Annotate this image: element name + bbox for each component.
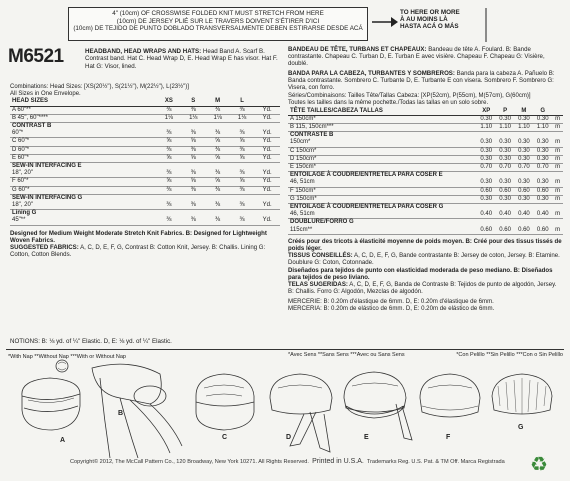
table-cell: ⅜ [230, 217, 254, 225]
table-section-row [288, 219, 563, 227]
illustration-a [22, 360, 80, 430]
table-cell: ⅜ [181, 186, 205, 194]
telas-sugeridas [288, 281, 563, 295]
table-cell: 0.30 [477, 115, 496, 123]
table-cell: 0.60 [515, 187, 534, 195]
table-cell [515, 204, 534, 212]
table-cell: m [552, 227, 563, 235]
headline-french [288, 46, 563, 68]
mercerie: MERCERIE: B: 0.20m d'élastique de 6mm. D, E: 0.20m d'élastique de 6mm. [288, 297, 494, 305]
table-cell: ⅜ [230, 170, 254, 178]
table-cell: 0.40 [515, 211, 534, 219]
table-cell [477, 204, 496, 212]
table-cell: F 150cm* [288, 187, 477, 195]
table-cell: CONTRAST B [12, 123, 52, 130]
table-cell: ENTOILAGE À COUDRE/ENTRETELA PARA COSER E [290, 172, 443, 179]
table-cell: ⅜ [157, 106, 181, 114]
table-row [288, 179, 563, 187]
table-cell: 46, 51cm [288, 211, 477, 219]
table-cell [230, 123, 254, 131]
table-cell: 46, 51cm [288, 179, 477, 187]
table-cell [496, 172, 515, 180]
table-cell: 0.30 [515, 195, 534, 203]
table-row [10, 217, 280, 225]
table-cell [230, 163, 254, 171]
table-cell: Yd. [254, 146, 280, 154]
table-cell: ⅜ [181, 106, 205, 114]
table-cell: Lining G [12, 210, 37, 217]
table-cell: ⅝ [205, 138, 229, 146]
table-cell: Yd. [254, 114, 280, 122]
table-cell [181, 210, 205, 218]
table-header-cell: S [181, 98, 205, 106]
figure-label-e: E [364, 434, 369, 441]
table-header-cell: L [230, 98, 254, 106]
table-cell: A 150cm* [288, 115, 477, 123]
telas-text: A, C, D, E, F, G, Banda de Contraste B: Tejidos de punto de algodón, Jersey. B: Challis. Forro G: Algodón, Mezclas de algodón. [288, 281, 557, 296]
table-cell [515, 219, 534, 227]
table-cell: SEW-IN INTERFACING G [12, 194, 83, 201]
headline-fr-title: BANDEAU DE TÊTE, TURBANS ET CHAPEAUX: [288, 46, 427, 53]
table-cell: 1.10 [496, 124, 515, 132]
table-cell: 0.60 [533, 227, 552, 235]
headline-spanish [288, 70, 563, 92]
series-envelope-note: Toutes les tailles dans la même pochette./Todas las tallas en un solo sobre. [288, 100, 489, 107]
table-cell [533, 219, 552, 227]
table-header-cell: XS [157, 98, 181, 106]
table-cell: 0.60 [477, 227, 496, 235]
table-cell: 0.30 [533, 155, 552, 163]
table-cell: 0.30 [496, 195, 515, 203]
table-cell: 1.10 [533, 124, 552, 132]
table-row [10, 114, 280, 122]
table-row [288, 124, 563, 132]
table-cell: 0.30 [533, 195, 552, 203]
table-cell: 0.30 [515, 139, 534, 147]
table-cell: Yd. [254, 170, 280, 178]
table-cell: A 60"** [10, 106, 157, 114]
table-cell: E 60"* [10, 154, 157, 162]
headline-fr-text: Bandeau de tête A. Foulard. B: Bande contrastante. Chapeau C. Turban D, E. Turban E avec visière. Chapeau F. Chapeau G: Visière, doublé. [288, 46, 545, 68]
table-cell: ⅜ [157, 146, 181, 154]
table-cell: ⅝ [157, 178, 181, 186]
table-cell [181, 123, 205, 131]
table-cell: F 60"* [10, 178, 157, 186]
table-cell [515, 172, 534, 180]
table-header-row [288, 108, 563, 116]
telas-title: TELAS SUGERIDAS: [288, 281, 348, 289]
designed-es-text: Diseñados para tejidos de punto con elasticidad moderada de peso mediano. B: Diseñados para tejidos de peso liviano. [288, 266, 553, 281]
table-cell: 18", 20" [10, 202, 157, 210]
table-row [288, 187, 563, 195]
table-cell: ⅜ [230, 130, 254, 138]
table-header-cell [254, 98, 280, 106]
table-cell: ⅜ [157, 186, 181, 194]
table-cell: ⅝ [230, 154, 254, 162]
table-cell: 0.40 [533, 211, 552, 219]
figure-label-d: D [286, 434, 292, 441]
table-cell: 0.30 [496, 155, 515, 163]
table-cell: ⅜ [181, 217, 205, 225]
table-row [10, 178, 280, 186]
table-cell: 0.30 [496, 115, 515, 123]
table-cell: ⅜ [157, 202, 181, 210]
table-cell: 0.30 [477, 195, 496, 203]
designed-fr-text: Créés pour des tricots à élasticité moyenne de poids moyen. B: Créé pour des tissus tissés de poids léger. [288, 237, 562, 253]
illustration-c [196, 374, 254, 430]
table-cell [552, 132, 563, 140]
table-row [10, 186, 280, 194]
trademark-text: Trademarks Reg. U.S. Pat. & TM Off. Marca Registrada [366, 459, 505, 465]
table-cell [230, 194, 254, 202]
nap-legend-fr: *Avec Sens **Sans Sens ***Avec ou Sans Sens [288, 352, 405, 358]
table-cell: Yd. [254, 130, 280, 138]
figure-label-c: C [222, 434, 228, 441]
table-cell [157, 210, 181, 218]
table-cell: ⅜ [157, 217, 181, 225]
table-cell: 0.30 [533, 115, 552, 123]
table-section-row [10, 210, 280, 218]
table-cell: 0.70 [496, 164, 515, 172]
table-cell: ⅝ [205, 154, 229, 162]
english-column [10, 84, 280, 258]
table-section-row [288, 172, 563, 180]
table-cell: B 115, 150cm*** [288, 124, 477, 132]
yardage-table-english [10, 98, 280, 225]
table-cell [496, 219, 515, 227]
divider-line [6, 349, 564, 350]
table-cell: ENTOILAGE À COUDRE/ENTRETELA PARA COSER G [290, 204, 444, 211]
table-cell: 1⅛ [205, 114, 229, 122]
table-cell: Yd. [254, 138, 280, 146]
yardage-table-metric [288, 108, 563, 235]
stretch-line-2: (10cm) DE JERSEY PLIÉ SUR LE TRAVERS DOIVENT S'ÉTIRER D'ICI [116, 17, 320, 25]
table-section-row [10, 194, 280, 202]
designed-es [288, 267, 563, 281]
table-cell: ⅜ [181, 202, 205, 210]
table-cell: 1.10 [477, 124, 496, 132]
designed-for: Designed for Medium Weight Moderate Stretch Knit Fabrics. B: Designed for Lightweight Woven Fabrics. [10, 229, 267, 244]
table-cell: C 150cm* [288, 147, 477, 155]
table-cell: CONTRASTE B [290, 132, 334, 139]
table-cell: ⅜ [205, 146, 229, 154]
table-cell: 0.30 [477, 179, 496, 187]
to-here-label [400, 9, 480, 39]
table-cell: Yd. [254, 178, 280, 186]
table-cell: 1⅛ [181, 114, 205, 122]
table-cell [552, 219, 563, 227]
table-cell: ⅜ [230, 106, 254, 114]
stretch-line-1: 4" (10cm) OF CROSSWISE FOLDED KNIT MUST STRETCH FROM HERE [112, 10, 324, 17]
table-cell [205, 163, 229, 171]
merceria: MERCERIA: B: 0.20m de elástico de 6mm. D, E: 0.20m de elástico de 6mm. [288, 304, 495, 312]
table-cell: ⅜ [205, 186, 229, 194]
headline-english [85, 48, 285, 70]
table-cell [477, 132, 496, 140]
figure-label-b: B [118, 410, 124, 417]
table-cell: 1.10 [515, 124, 534, 132]
table-cell: D 60"* [10, 146, 157, 154]
table-row [10, 202, 280, 210]
table-cell: 0.70 [533, 164, 552, 172]
nap-legend-es: *Con Pelillo **Sin Pelillo ***Con o Sin Pelillo [456, 352, 563, 358]
table-cell: B 45", 60"**** [10, 114, 157, 122]
table-header-cell: M [205, 98, 229, 106]
table-cell: 0.60 [533, 187, 552, 195]
stretch-gauge-box [68, 7, 368, 41]
table-cell: ⅜ [205, 130, 229, 138]
table-cell: 18", 20" [10, 170, 157, 178]
series-intro: Séries/Combinaisons: Tailles Tête/Tallas Cabeza: [XP(52cm), P(55cm), M(57cm), G(60cm)] [288, 93, 531, 100]
notions: NOTIONS: B: ⅛ yd. of ¼" Elastic. D, E: ⅛ yd. of ¼" Elastic. [10, 338, 172, 345]
table-cell: ⅜ [181, 170, 205, 178]
table-cell: ⅝ [157, 154, 181, 162]
table-cell: 0.30 [515, 179, 534, 187]
table-cell: Yd. [254, 106, 280, 114]
designed-for-text [10, 230, 280, 244]
table-row [10, 154, 280, 162]
illustration-f [420, 374, 480, 417]
table-cell: 1⅛ [157, 114, 181, 122]
table-cell: 0.30 [533, 147, 552, 155]
table-cell: 0.30 [515, 115, 534, 123]
table-cell: ⅝ [230, 178, 254, 186]
table-cell: 0.30 [477, 139, 496, 147]
to-here-line-3: HASTA ACÁ O MÁS [400, 23, 459, 31]
table-cell: 0.60 [496, 187, 515, 195]
pattern-number: M6521 [8, 46, 64, 67]
tissus-conseilles [288, 252, 563, 266]
table-cell: G 60"* [10, 186, 157, 194]
table-cell: 0.30 [515, 155, 534, 163]
table-header-cell: HEAD SIZES [10, 98, 157, 106]
table-cell: 0.30 [496, 139, 515, 147]
table-cell [205, 210, 229, 218]
table-cell: DOUBLURE/FORRO G [290, 219, 354, 226]
stretch-line-3: (10cm) DE TEJIDO DE PUNTO DOBLADO TRANSVERSALMENTE DEBEN ESTIRARSE DESDE ACÁ [73, 25, 363, 33]
table-cell [496, 204, 515, 212]
table-cell [477, 219, 496, 227]
table-cell [533, 132, 552, 140]
table-cell [515, 132, 534, 140]
to-here-line-2: À AU MOINS LÀ [400, 16, 448, 24]
table-cell: Yd. [254, 217, 280, 225]
nap-legend-english: *With Nap **Without Nap ***With or Without Nap [8, 354, 126, 360]
table-cell [205, 194, 229, 202]
table-cell: 0.30 [477, 147, 496, 155]
table-cell: C 60"* [10, 138, 157, 146]
table-cell: D 150cm* [288, 155, 477, 163]
table-row [288, 147, 563, 155]
tissus-title: TISSUS CONSEILLÉS: [288, 252, 353, 260]
table-cell: 1⅛ [230, 114, 254, 122]
table-cell: m [552, 124, 563, 132]
table-cell: 45"** [10, 217, 157, 225]
table-cell: ⅜ [205, 170, 229, 178]
table-header-cell: P [496, 108, 515, 116]
table-row [288, 195, 563, 203]
illustration-d [270, 374, 332, 452]
table-row [10, 146, 280, 154]
table-cell: ⅝ [205, 178, 229, 186]
table-cell: 0.70 [477, 164, 496, 172]
table-cell: 0.70 [515, 164, 534, 172]
table-cell [181, 163, 205, 171]
table-cell: 0.60 [496, 227, 515, 235]
table-cell: ⅜ [205, 217, 229, 225]
table-cell: m [552, 187, 563, 195]
recycle-icon: ♻ [530, 454, 548, 476]
combinations-intro: Combinations: Head Sizes: [XS(20½"), S(21½"), M(22½"), L(23½")] [10, 84, 189, 90]
table-cell [230, 210, 254, 218]
table-section-row [288, 204, 563, 212]
illustration-b [92, 364, 182, 458]
suggested-fabrics [10, 244, 280, 258]
table-header-cell: G [533, 108, 552, 116]
table-row [288, 139, 563, 147]
table-cell: m [552, 139, 563, 147]
headline-es-text: Banda para la cabeza A. Pañuelo B: Banda contrastante. Sombrero C. Turbante D, E. Turbante E con visera. Sombrero F. Sombrero G: Visera, con forro. [288, 69, 555, 92]
table-cell: ⅜ [230, 146, 254, 154]
table-cell: ⅜ [181, 130, 205, 138]
table-section-row [10, 123, 280, 131]
table-cell: ⅜ [157, 130, 181, 138]
table-cell [496, 132, 515, 140]
copyright-text: Copyright© 2012, The McCall Pattern Co., 120 Broadway, New York 10271. All Rights Reserved. [70, 459, 309, 465]
table-cell [552, 172, 563, 180]
to-here-line-1: TO HERE OR MORE [400, 9, 460, 16]
table-cell: ⅝ [230, 138, 254, 146]
table-cell: m [552, 115, 563, 123]
table-cell: 0.30 [533, 139, 552, 147]
french-spanish-column [288, 46, 563, 312]
table-cell: Yd. [254, 202, 280, 210]
table-cell: m [552, 179, 563, 187]
table-cell: 0.30 [496, 147, 515, 155]
table-cell: ⅜ [205, 202, 229, 210]
table-cell [254, 123, 280, 131]
table-section-row [10, 163, 280, 171]
table-cell [205, 123, 229, 131]
table-cell: m [552, 155, 563, 163]
table-cell [254, 194, 280, 202]
table-row [288, 164, 563, 172]
table-cell: G 150cm* [288, 195, 477, 203]
table-cell: SEW-IN INTERFACING E [12, 163, 82, 170]
figure-label-a: A [60, 437, 66, 444]
table-cell: 0.40 [496, 211, 515, 219]
table-row [288, 211, 563, 219]
stretch-end-mark [484, 8, 564, 42]
tissus-text: A, C, D, E, F, G, Bande contrastante B: Jersey de coton, Jersey. B: Etamine. Doublure G: Coton, Cotonnade. [288, 252, 560, 267]
table-cell: 0.30 [477, 155, 496, 163]
table-row [288, 115, 563, 123]
table-row [10, 170, 280, 178]
table-cell: ⅝ [181, 178, 205, 186]
table-cell: ⅝ [181, 138, 205, 146]
table-cell: 0.40 [477, 211, 496, 219]
table-cell: m [552, 147, 563, 155]
table-cell: m [552, 195, 563, 203]
table-cell [254, 163, 280, 171]
table-cell [157, 194, 181, 202]
table-row [288, 227, 563, 235]
table-row [10, 106, 280, 114]
table-cell: 0.60 [477, 187, 496, 195]
table-cell [157, 163, 181, 171]
table-cell: ⅝ [181, 154, 205, 162]
headline-en-title: HEADBAND, HEAD WRAPS AND HATS: [85, 48, 202, 55]
illustrations-svg [0, 358, 570, 458]
illustration-e [344, 372, 412, 440]
table-header-cell: XP [477, 108, 496, 116]
table-header-row [10, 98, 280, 106]
figure-label-f: F [446, 434, 451, 441]
copyright-line [70, 458, 505, 465]
style-illustrations [0, 358, 570, 458]
table-cell: ⅜ [181, 146, 205, 154]
envelope-note: All Sizes in One Envelope. [10, 91, 81, 98]
table-cell: ⅜ [230, 202, 254, 210]
table-cell: Yd. [254, 154, 280, 162]
stretch-arrow-icon [372, 14, 392, 34]
table-row [10, 130, 280, 138]
figure-label-g: G [518, 424, 524, 431]
table-cell: ⅜ [205, 106, 229, 114]
table-cell: Yd. [254, 186, 280, 194]
table-cell: 0.30 [496, 179, 515, 187]
table-row [288, 155, 563, 163]
table-cell [477, 172, 496, 180]
designed-fr [288, 238, 563, 252]
table-cell: E 150cm* [288, 164, 477, 172]
table-cell: ⅜ [157, 170, 181, 178]
table-cell [533, 172, 552, 180]
table-row [10, 138, 280, 146]
table-cell [533, 204, 552, 212]
table-cell: 115cm** [288, 227, 477, 235]
table-header-cell: TÊTE TAILLES/CABEZA TALLAS [288, 108, 477, 116]
table-cell: m [552, 164, 563, 172]
table-header-cell [552, 108, 563, 116]
table-header-cell: M [515, 108, 534, 116]
table-cell [552, 204, 563, 212]
table-cell: 0.30 [515, 147, 534, 155]
table-cell [181, 194, 205, 202]
table-cell: ⅝ [157, 138, 181, 146]
table-cell [157, 123, 181, 131]
headline-es-title: BANDA PARA LA CABEZA, TURBANTES Y SOMBREROS: [288, 69, 455, 77]
table-cell: m [552, 211, 563, 219]
printed-in: Printed in U.S.A. [312, 458, 364, 465]
table-cell: 150cm* [288, 139, 477, 147]
table-cell: 0.60 [515, 227, 534, 235]
table-cell: 60"* [10, 130, 157, 138]
illustration-g [492, 374, 552, 414]
headline-en-text: Head Band A. Scarf B. Contrast band. Hat C. Head Wrap D, E. Head Wrap E has visor. Hat F. Hat G: Visor, lined. [85, 48, 278, 70]
suggested-fabrics-text: A, C, D, E, F, G, Contrast B: Cotton Knit, Jersey. B: Challis. Lining G: Cotton, Cotton Blends. [10, 244, 266, 259]
table-cell [254, 210, 280, 218]
table-cell: ⅜ [230, 186, 254, 194]
suggested-fabrics-title: SUGGESTED FABRICS: [10, 244, 79, 252]
table-section-row [288, 132, 563, 140]
table-cell: 0.30 [533, 179, 552, 187]
